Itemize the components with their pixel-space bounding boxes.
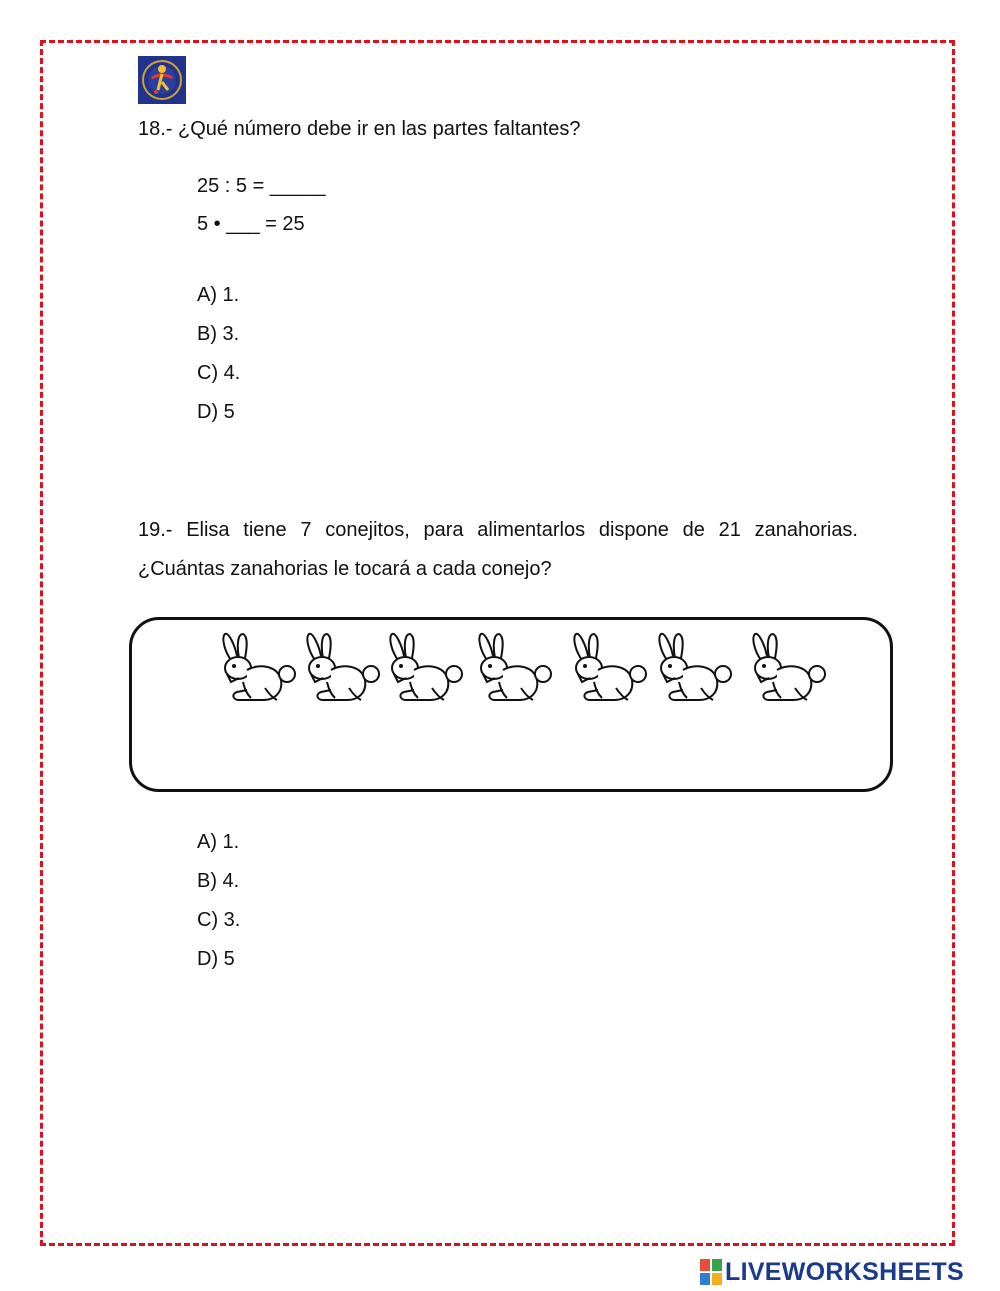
liveworksheets-logo-icon [700, 1259, 722, 1285]
question-19-prompt: 19.- Elisa tiene 7 conejitos, para alimentarlos dispone de 21 zanahorias. ¿Cuántas zanahorias le tocará a cada conejo? [138, 519, 858, 580]
equation-multiplication: 5 • ___ = 25 [197, 213, 305, 235]
question-18-prompt: 18.- ¿Qué número debe ir en las partes faltantes? [138, 118, 581, 140]
q19-option-d[interactable]: D) 5 [197, 948, 235, 970]
rabbit-icon [747, 630, 829, 704]
rabbit-icon [653, 630, 735, 704]
q18-option-b[interactable]: B) 3. [197, 323, 240, 345]
q18-option-a[interactable]: A) 1. [197, 284, 240, 306]
q19-option-b[interactable]: B) 4. [197, 870, 240, 892]
q18-option-c[interactable]: C) 4. [197, 362, 241, 384]
equation-division: 25 : 5 = _____ [197, 175, 326, 197]
rabbit-icon [568, 630, 650, 704]
q18-option-d[interactable]: D) 5 [197, 401, 235, 423]
q19-option-c[interactable]: C) 3. [197, 909, 241, 931]
brand-name: LIVEWORKSHEETS [725, 1257, 964, 1286]
q19-option-a[interactable]: A) 1. [197, 831, 240, 853]
rabbit-icon [473, 630, 555, 704]
school-logo-icon [138, 56, 186, 104]
rabbit-icon [384, 630, 466, 704]
liveworksheets-brand [700, 1258, 964, 1286]
rabbit-icon [301, 630, 383, 704]
rabbit-icon [217, 630, 299, 704]
